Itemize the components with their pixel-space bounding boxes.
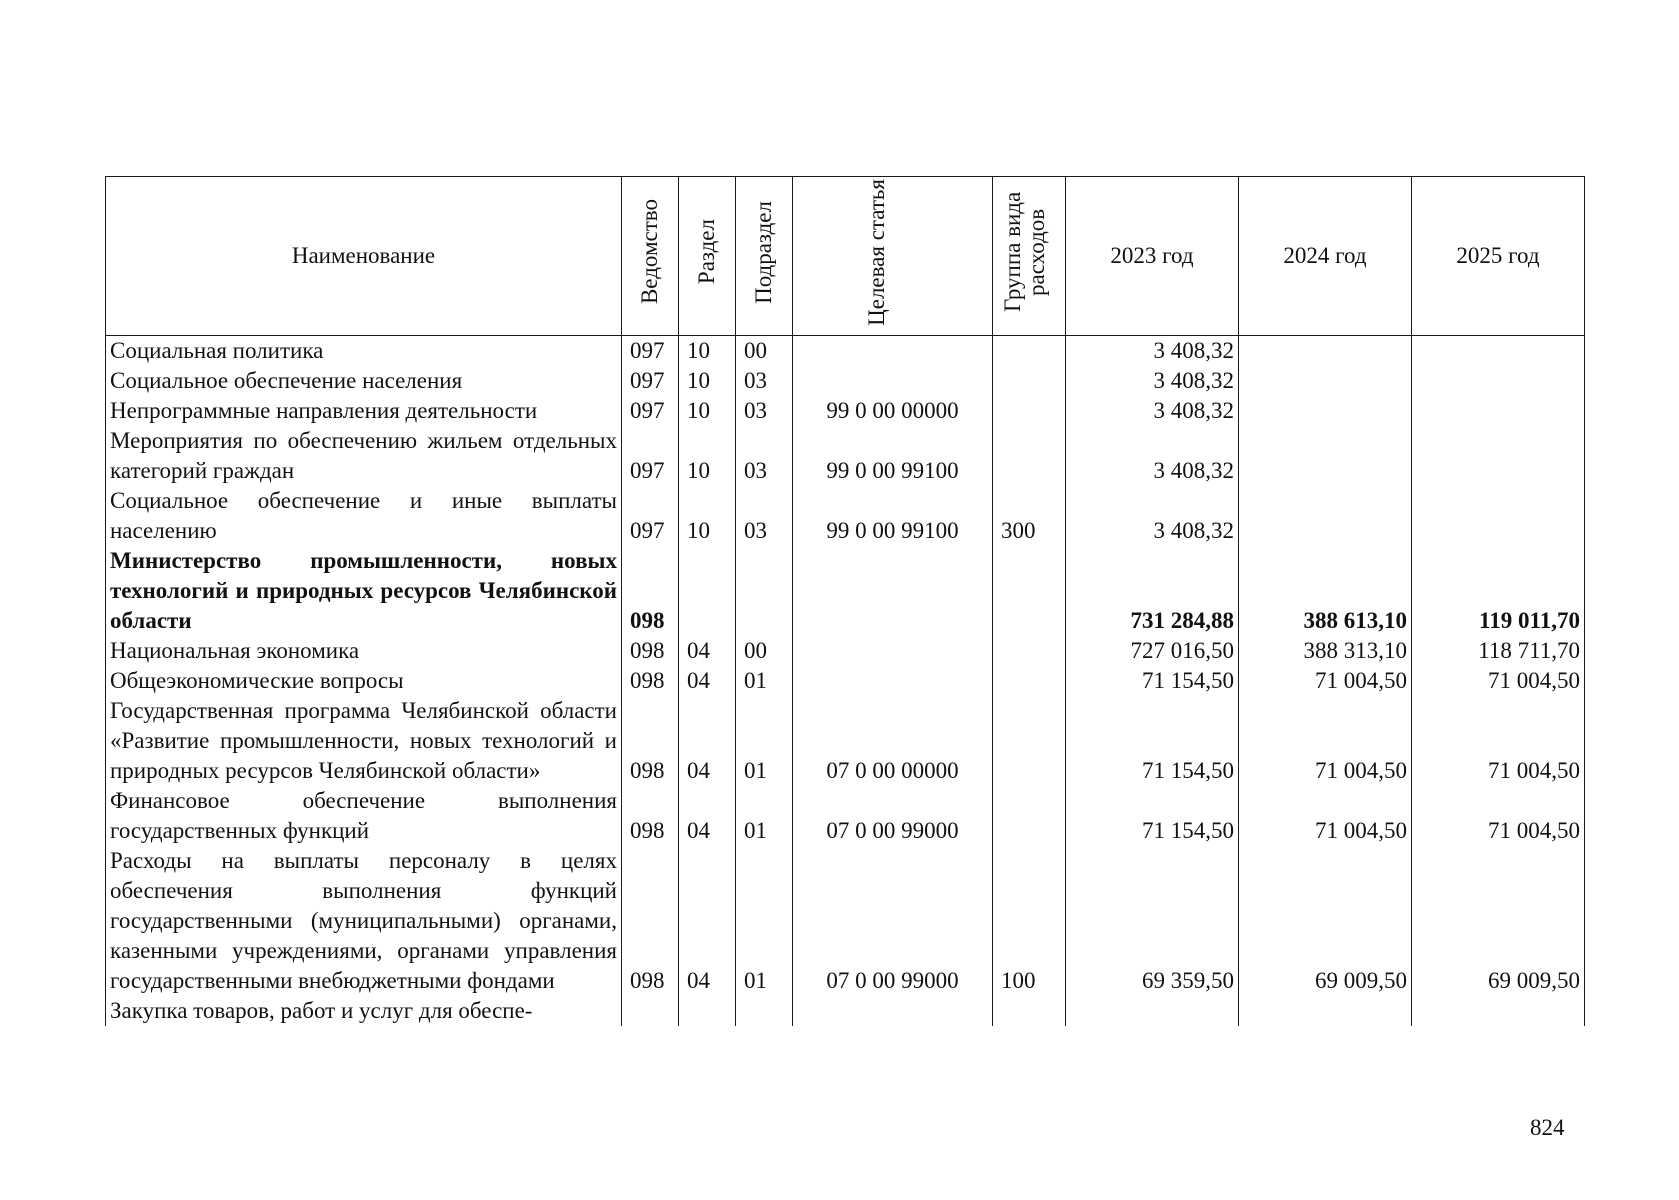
cell-vedomstvo: 098: [622, 786, 679, 846]
cell-celevaya-statya: 07 0 00 99000: [793, 846, 993, 996]
cell-razdel: 10: [679, 426, 736, 486]
cell-vedomstvo: 097: [622, 396, 679, 426]
cell-2025: 119 011,70: [1412, 546, 1585, 636]
cell-2023: 3 408,32: [1066, 426, 1239, 486]
cell-gruppa: [993, 996, 1066, 1026]
table-body: [106, 336, 1585, 1027]
cell-name: Финансовое обеспечение выполнения государственных функций: [106, 786, 622, 846]
cell-razdel: 04: [679, 846, 736, 996]
cell-celevaya-statya: 99 0 00 99100: [793, 486, 993, 546]
cell-razdel: 04: [679, 636, 736, 666]
cell-2023: 3 408,32: [1066, 366, 1239, 396]
cell-celevaya-statya: 99 0 00 99100: [793, 426, 993, 486]
cell-razdel: 10: [679, 336, 736, 367]
header-podrazdel: Подраздел: [736, 177, 793, 336]
cell-2025: 118 711,70: [1412, 636, 1585, 666]
table-row: [106, 996, 1585, 1026]
cell-gruppa: [993, 396, 1066, 426]
cell-podrazdel: 01: [736, 786, 793, 846]
cell-razdel: [679, 996, 736, 1026]
cell-2025: 69 009,50: [1412, 846, 1585, 996]
header-2023: 2023 год: [1066, 177, 1239, 336]
header-gruppa-vida-rashodov: Группа вида расходов: [993, 177, 1066, 336]
cell-2025: [1412, 396, 1585, 426]
cell-vedomstvo: 097: [622, 366, 679, 396]
cell-celevaya-statya: 07 0 00 99000: [793, 786, 993, 846]
cell-vedomstvo: 098: [622, 846, 679, 996]
cell-2023: 3 408,32: [1066, 396, 1239, 426]
cell-2023: 3 408,32: [1066, 336, 1239, 367]
table-row: [106, 396, 1585, 426]
cell-celevaya-statya: [793, 636, 993, 666]
cell-2024: 388 613,10: [1239, 546, 1412, 636]
cell-gruppa: [993, 426, 1066, 486]
cell-2023: 731 284,88: [1066, 546, 1239, 636]
cell-razdel: 04: [679, 696, 736, 786]
cell-2025: 71 004,50: [1412, 786, 1585, 846]
cell-razdel: 10: [679, 486, 736, 546]
cell-2023: 3 408,32: [1066, 486, 1239, 546]
cell-2024: 71 004,50: [1239, 696, 1412, 786]
cell-celevaya-statya: 07 0 00 00000: [793, 696, 993, 786]
cell-razdel: 04: [679, 786, 736, 846]
header-row: [106, 177, 1585, 336]
cell-podrazdel: [736, 996, 793, 1026]
cell-2023: 69 359,50: [1066, 846, 1239, 996]
cell-2023: 71 154,50: [1066, 786, 1239, 846]
cell-celevaya-statya: [793, 336, 993, 367]
cell-gruppa: [993, 636, 1066, 666]
header-2025: 2025 год: [1412, 177, 1585, 336]
cell-2024: 71 004,50: [1239, 666, 1412, 696]
cell-2025: [1412, 366, 1585, 396]
cell-name: Социальное обеспечение населения: [106, 366, 622, 396]
cell-vedomstvo: 098: [622, 666, 679, 696]
cell-podrazdel: 03: [736, 486, 793, 546]
cell-2024: [1239, 426, 1412, 486]
cell-vedomstvo: 097: [622, 336, 679, 367]
cell-2023: 71 154,50: [1066, 696, 1239, 786]
cell-podrazdel: 01: [736, 666, 793, 696]
table-row: [106, 846, 1585, 996]
cell-podrazdel: 00: [736, 336, 793, 367]
table-row: [106, 486, 1585, 546]
cell-gruppa: 100: [993, 846, 1066, 996]
table-row: [106, 696, 1585, 786]
cell-2023: 71 154,50: [1066, 666, 1239, 696]
cell-vedomstvo: [622, 996, 679, 1026]
header-celevaya-statya: Целевая статья: [793, 177, 993, 336]
cell-vedomstvo: 098: [622, 696, 679, 786]
cell-2025: [1412, 336, 1585, 367]
cell-2024: [1239, 996, 1412, 1026]
cell-gruppa: [993, 336, 1066, 367]
table-row: [106, 636, 1585, 666]
cell-razdel: 04: [679, 666, 736, 696]
cell-celevaya-statya: [793, 996, 993, 1026]
cell-podrazdel: 03: [736, 396, 793, 426]
cell-celevaya-statya: [793, 666, 993, 696]
cell-name: Национальная экономика: [106, 636, 622, 666]
cell-razdel: 10: [679, 366, 736, 396]
cell-name: Социальное обеспечение и иные выплаты населению: [106, 486, 622, 546]
cell-name: Министерство промышленности, новых технологий и природных ресурсов Челябинской области: [106, 546, 622, 636]
cell-celevaya-statya: [793, 366, 993, 396]
header-razdel: Раздел: [679, 177, 736, 336]
cell-gruppa: [993, 696, 1066, 786]
cell-2024: [1239, 486, 1412, 546]
cell-2024: 71 004,50: [1239, 786, 1412, 846]
cell-gruppa: [993, 786, 1066, 846]
cell-2025: [1412, 426, 1585, 486]
table-row: [106, 426, 1585, 486]
cell-vedomstvo: 098: [622, 546, 679, 636]
cell-podrazdel: [736, 546, 793, 636]
cell-gruppa: [993, 666, 1066, 696]
budget-table: [105, 176, 1585, 1026]
cell-podrazdel: 01: [736, 846, 793, 996]
table-row: [106, 366, 1585, 396]
page-number: 824: [1530, 1115, 1565, 1140]
cell-podrazdel: 00: [736, 636, 793, 666]
cell-2023: 727 016,50: [1066, 636, 1239, 666]
table-row: [106, 666, 1585, 696]
cell-name: Расходы на выплаты персоналу в целях обеспечения выполнения функций государственными (муниципальными) органами, казенными учреждениями, органами управления государственными внебюджетными фондами: [106, 846, 622, 996]
cell-celevaya-statya: [793, 546, 993, 636]
header-2024: 2024 год: [1239, 177, 1412, 336]
cell-podrazdel: 03: [736, 426, 793, 486]
cell-2025: [1412, 996, 1585, 1026]
cell-2024: [1239, 366, 1412, 396]
cell-podrazdel: 01: [736, 696, 793, 786]
cell-name: Государственная программа Челябинской области «Развитие промышленности, новых технологий и природных ресурсов Челябинской области»: [106, 696, 622, 786]
table-row: [106, 546, 1585, 636]
cell-2025: [1412, 486, 1585, 546]
table-row: [106, 786, 1585, 846]
cell-celevaya-statya: 99 0 00 00000: [793, 396, 993, 426]
cell-2024: 69 009,50: [1239, 846, 1412, 996]
header-name: Наименование: [106, 177, 622, 336]
cell-2024: 388 313,10: [1239, 636, 1412, 666]
cell-razdel: 10: [679, 396, 736, 426]
cell-vedomstvo: 098: [622, 636, 679, 666]
cell-2024: [1239, 396, 1412, 426]
cell-gruppa: [993, 546, 1066, 636]
cell-vedomstvo: 097: [622, 486, 679, 546]
cell-name: Закупка товаров, работ и услуг для обеспе-: [106, 996, 622, 1026]
cell-razdel: [679, 546, 736, 636]
cell-name: Мероприятия по обеспечению жильем отдельных категорий граждан: [106, 426, 622, 486]
cell-2024: [1239, 336, 1412, 367]
cell-2025: 71 004,50: [1412, 696, 1585, 786]
cell-podrazdel: 03: [736, 366, 793, 396]
cell-name: Непрограммные направления деятельности: [106, 396, 622, 426]
cell-name: Социальная политика: [106, 336, 622, 367]
cell-2025: 71 004,50: [1412, 666, 1585, 696]
header-vedomstvo: Ведомство: [622, 177, 679, 336]
cell-gruppa: 300: [993, 486, 1066, 546]
cell-2023: [1066, 996, 1239, 1026]
cell-name: Общеэкономические вопросы: [106, 666, 622, 696]
cell-gruppa: [993, 366, 1066, 396]
table-row: [106, 336, 1585, 367]
cell-vedomstvo: 097: [622, 426, 679, 486]
